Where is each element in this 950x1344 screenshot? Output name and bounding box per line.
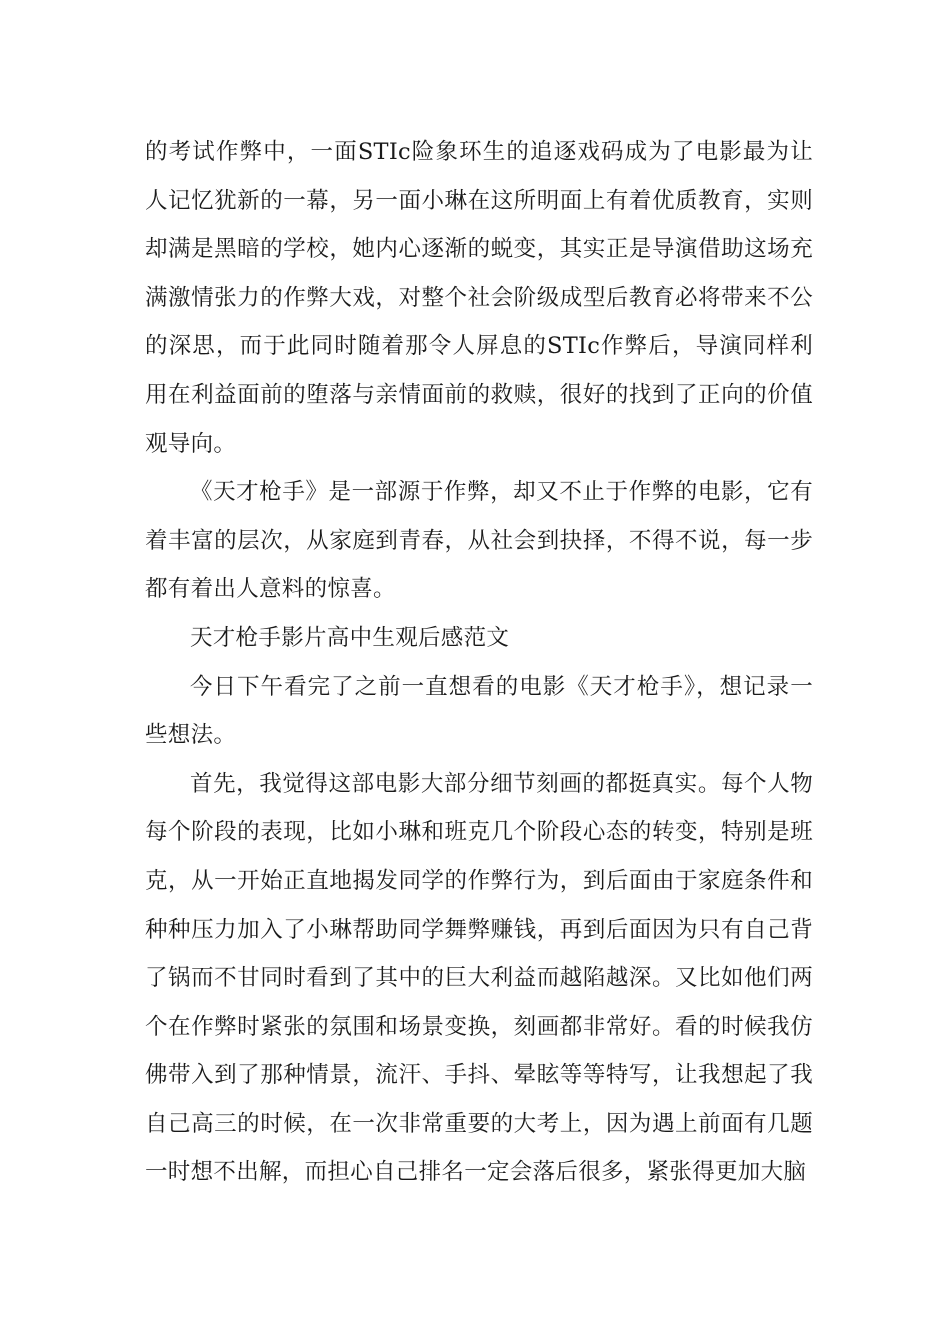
paragraph-intro: 今日下午看完了之前一直想看的电影《天才枪手》，想记录一些想法。 <box>145 673 813 749</box>
paragraph-film-summary: 《天才枪手》是一部源于作弊，却又不止于作弊的电影，它有着丰富的层次，从家庭到青春，从社会到抉择，不得不说，每一步都有着出人意料的惊喜。 <box>145 479 813 603</box>
paragraph-continuation: 的考试作弊中，一面STIc险象环生的追逐戏码成为了电影最为让人记忆犹新的一幕，另一面小琳在这所明面上有着优质教育，实则却满是黑暗的学校，她内心逐渐的蜕变，其实正是导演借助这场充满激情张力的作弊大戏，对整个社会阶级成型后教育必将带来不公的深思，而于此同时随着那令人屏息的STIc作弊后，导演同样利用在利益面前的堕落与亲情面前的救赎，很好的找到了正向的价值观导向。 <box>145 139 813 457</box>
paragraph-details: 首先，我觉得这部电影大部分细节刻画的都挺真实。每个人物每个阶段的表现，比如小琳和班克几个阶段心态的转变，特别是班克，从一开始正直地揭发同学的作弊行为，到后面由于家庭条件和种种压力加入了小琳帮助同学舞弊赚钱，再到后面因为只有自己背了锅而不甘同时看到了其中的巨大利益而越陷越深。又比如他们两个在作弊时紧张的氛围和场景变换，刻画都非常好。看的时候我仿佛带入到了那种情景，流汗、手抖、晕眩等等特写，让我想起了我自己高三的时候，在一次非常重要的大考上，因为遇上前面有几题一时想不出解，而担心自己排名一定会落后很多，紧张得更加大脑 <box>145 770 813 1186</box>
section-heading: 天才枪手影片高中生观后感范文 <box>190 624 510 651</box>
document-body <box>145 128 813 1197</box>
